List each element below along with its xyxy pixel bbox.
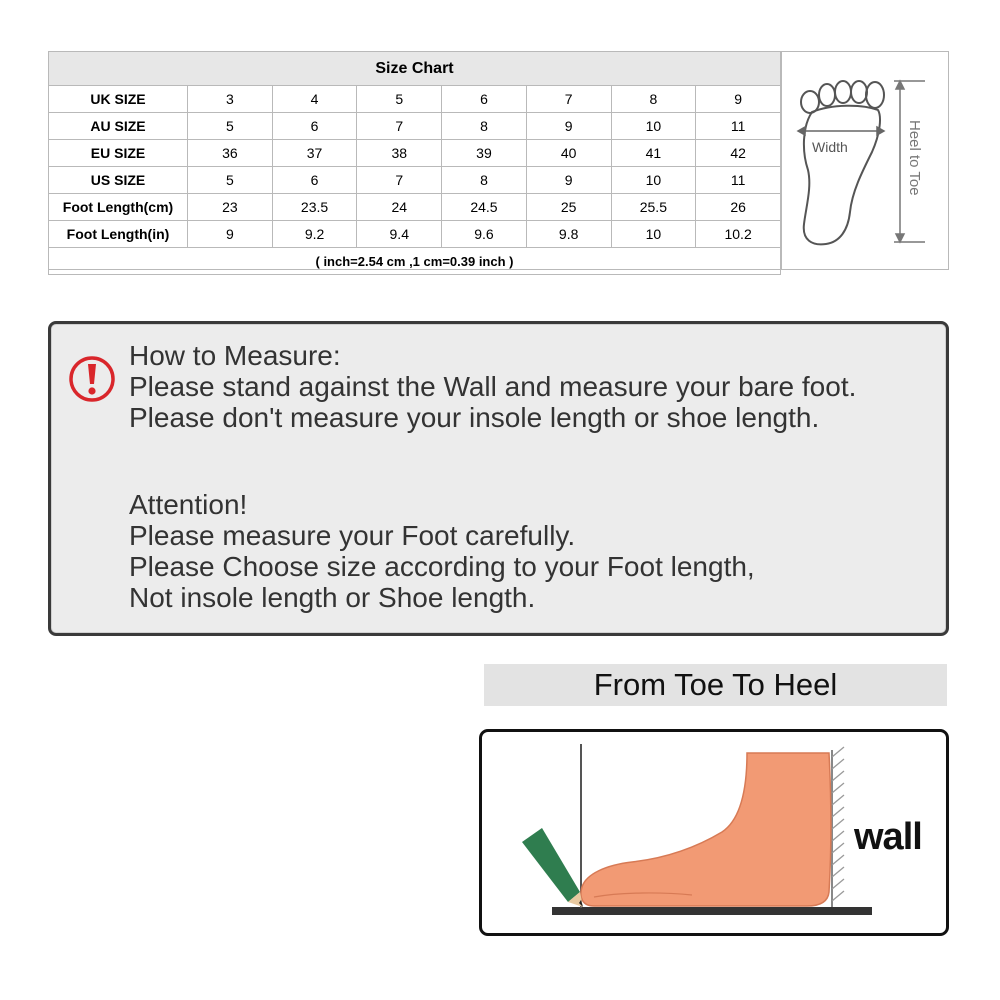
size-cell: 8 (611, 86, 696, 113)
size-row-label: AU SIZE (49, 113, 188, 140)
foot-outline-icon (782, 52, 948, 271)
size-cell: 5 (357, 86, 442, 113)
size-cell: 25.5 (611, 194, 696, 221)
size-cell: 6 (272, 167, 357, 194)
size-cell: 41 (611, 140, 696, 167)
size-row (49, 221, 781, 248)
size-cell: 25 (526, 194, 611, 221)
size-cell: 10 (611, 113, 696, 140)
size-row-label: UK SIZE (49, 86, 188, 113)
foot-measure-illustration (479, 729, 949, 936)
attention-line: Please measure your Foot carefully. (129, 520, 576, 551)
size-row-label: EU SIZE (49, 140, 188, 167)
measure-instructions (129, 340, 936, 613)
size-cell: 40 (526, 140, 611, 167)
wall-label: wall (854, 816, 922, 858)
attention-heading: Attention! (129, 489, 248, 520)
size-cell: 9.4 (357, 221, 442, 248)
warning-icon (67, 354, 117, 404)
size-table (48, 51, 781, 275)
conversion-note: ( inch=2.54 cm ,1 cm=0.39 inch ) (49, 248, 781, 275)
attention-line: Please Choose size according to your Foot length, (129, 551, 755, 582)
size-cell: 23.5 (272, 194, 357, 221)
size-cell: 9 (526, 113, 611, 140)
size-cell: 9.8 (526, 221, 611, 248)
size-cell: 5 (188, 167, 273, 194)
size-cell: 4 (272, 86, 357, 113)
size-cell: 11 (696, 167, 781, 194)
size-cell: 7 (526, 86, 611, 113)
size-cell: 38 (357, 140, 442, 167)
size-cell: 10.2 (696, 221, 781, 248)
size-cell: 36 (188, 140, 273, 167)
size-row (49, 86, 781, 113)
size-cell: 42 (696, 140, 781, 167)
how-to-measure-heading: How to Measure: (129, 340, 341, 371)
size-row (49, 167, 781, 194)
how-to-measure-panel (48, 321, 949, 636)
size-cell: 6 (272, 113, 357, 140)
size-cell: 24 (357, 194, 442, 221)
instruction-line: Please stand against the Wall and measure your bare foot. (129, 371, 857, 402)
size-cell: 23 (188, 194, 273, 221)
size-cell: 8 (442, 167, 527, 194)
size-cell: 9 (526, 167, 611, 194)
heel-to-toe-label: Heel to Toe (906, 120, 923, 196)
size-row (49, 113, 781, 140)
size-row (49, 194, 781, 221)
size-cell: 7 (357, 167, 442, 194)
size-cell: 7 (357, 113, 442, 140)
size-cell: 9.2 (272, 221, 357, 248)
size-cell: 11 (696, 113, 781, 140)
size-cell: 26 (696, 194, 781, 221)
size-cell: 39 (442, 140, 527, 167)
size-cell: 10 (611, 167, 696, 194)
pencil-icon (522, 828, 583, 907)
size-row-label: US SIZE (49, 167, 188, 194)
size-cell: 9 (696, 86, 781, 113)
size-cell: 9 (188, 221, 273, 248)
toe-to-heel-caption: From Toe To Heel (484, 664, 947, 706)
size-cell: 5 (188, 113, 273, 140)
size-cell: 37 (272, 140, 357, 167)
size-cell: 8 (442, 113, 527, 140)
instruction-line: Please don't measure your insole length or shoe length. (129, 402, 820, 433)
width-label: Width (812, 139, 848, 155)
size-chart-title: Size Chart (49, 52, 781, 86)
foot-diagram (781, 52, 948, 269)
size-cell: 10 (611, 221, 696, 248)
size-cell: 6 (442, 86, 527, 113)
size-chart (48, 51, 949, 270)
size-cell: 3 (188, 86, 273, 113)
size-row-label: Foot Length(in) (49, 221, 188, 248)
size-cell: 9.6 (442, 221, 527, 248)
size-row-label: Foot Length(cm) (49, 194, 188, 221)
attention-line: Not insole length or Shoe length. (129, 582, 536, 613)
size-cell: 24.5 (442, 194, 527, 221)
size-row (49, 140, 781, 167)
